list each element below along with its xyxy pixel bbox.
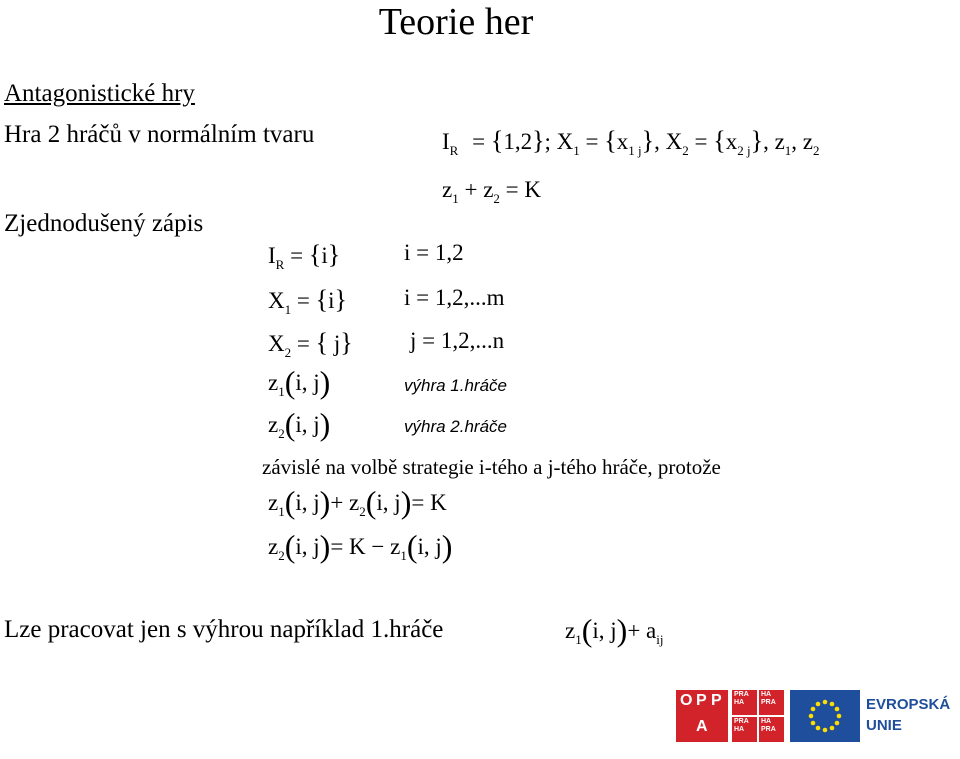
page-title: Teorie her [378,1,534,43]
heading-antagonistic-games: Antagonistické hry [4,80,195,107]
praha-logo: PRA HA HA PRA PRA HA HA PRA [732,690,784,742]
label-win-player1: výhra 1.hráče [404,376,507,395]
formula-z2-derived: $z_2(i$, $j)= K - z_1(i$, j) [268,528,453,564]
eu-flag-icon [790,690,860,742]
formula-game-definition: $I_R = \{1,2\}$; $X_1 = \{x_{1 j}\}$, $X_2 = \{x_{2 j}\}$, $z_1$, $z_2$ [442,126,820,158]
footer-logos [676,690,956,748]
formula-j-range-n: j = 1,2,...n [410,328,505,353]
formula-z1: $z_1(i$, j) [268,364,331,400]
formula-x1: $X_1 = \{i\}$ [268,285,347,317]
formula-constant-sum: $z_1 + z_2 = K$ [442,177,541,206]
formula-z2: $z_2(i$, j) [268,406,331,442]
label-win-player2: výhra 2.hráče [404,417,507,436]
formula-ir: $I_R = \{i\}$ [268,240,341,272]
formula-z1-aij: $z_1(i$, $j)+ a_{ij}$ [565,612,664,648]
formula-x2: $X_2$ = { j} [268,328,353,360]
formula-i-range-m: i = 1,2,...m [404,285,505,310]
formula-i-range: i = 1,2 [404,240,464,265]
bottom-statement: Lze pracovat jen s výhrou například 1.hráče [4,616,444,643]
opp-logo: O P P A [676,690,728,742]
heading-normal-form: Hra 2 hráčů v normálním tvaru [4,121,315,148]
eu-text: EVROPSKÁ UNIE [866,696,951,734]
formula-sum-k: $z_1(i$, $j)+ z_2(i$, j)= K [268,484,447,520]
sentence-dependency: závislé na volbě strategie i-tého a j-tého hráče, protože [262,455,721,479]
heading-simplified-notation: Zjednodušený zápis [4,210,204,237]
